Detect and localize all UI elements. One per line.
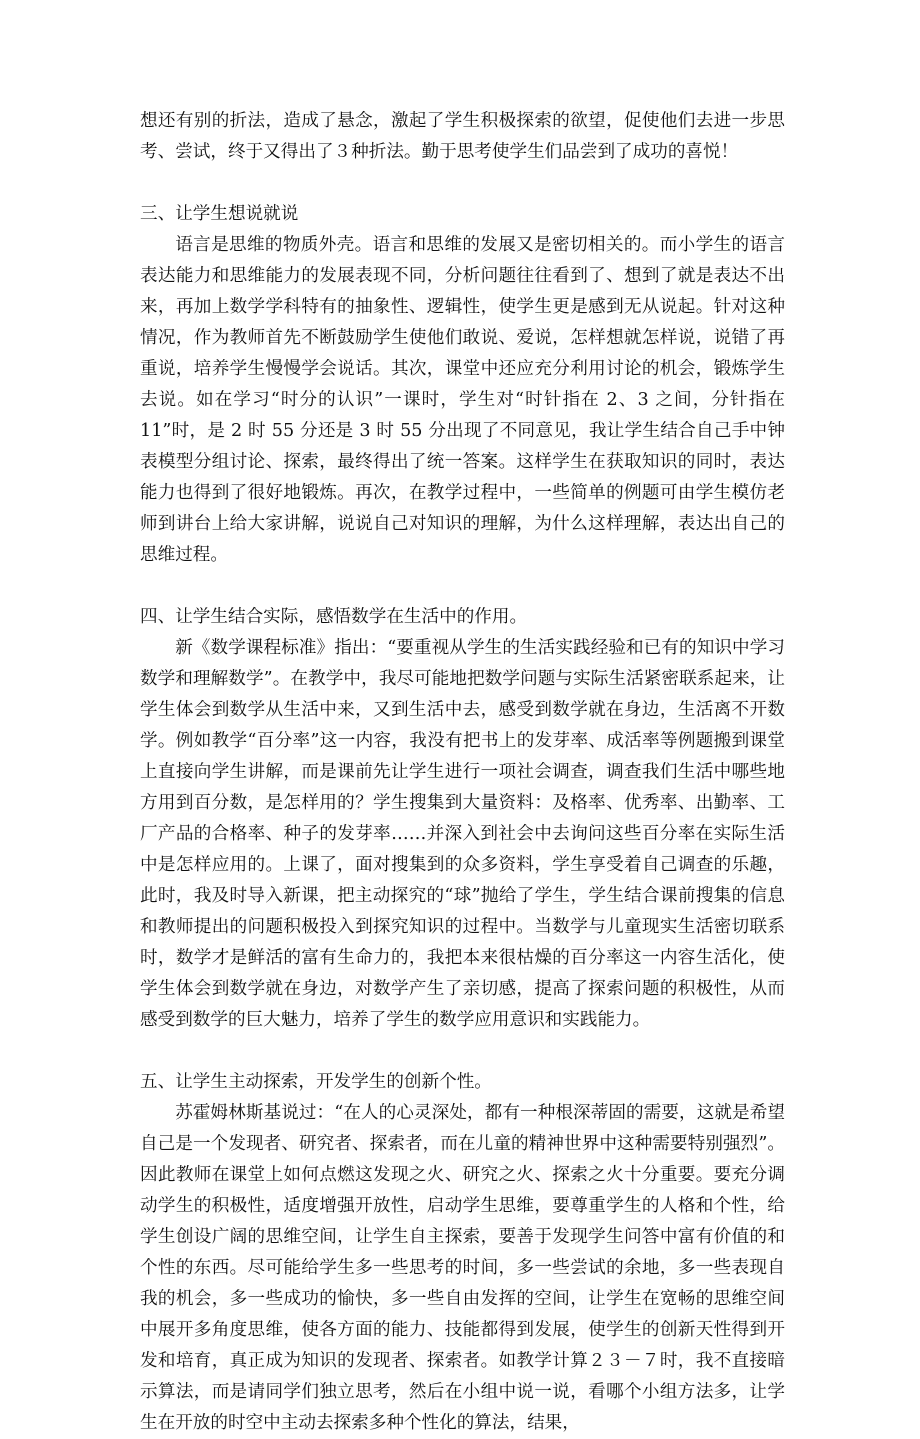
body-paragraph: 想还有别的折法，造成了悬念，激起了学生积极探索的欲望，促使他们去进一步思考、尝试，终于又得出了３种折法。勤于思考使学生们品尝到了成功的喜悦！ [140,111,785,162]
body-paragraph: 苏霍姆林斯基说过：“在人的心灵深处，都有一种根深蒂固的需要，这就是希望自己是一个发现者、研究者、探索者，而在儿童的精神世界中这种需要特别强烈”。因此教师在课堂上如何点燃这发现之火、研究之火、探索之火十分重要。要充分调动学生的积极性，适度增强开放性，启动学生思维，要尊重学生的人格和个性，给学生创设广阔的思维空间，让学生自主探索，要善于发现学生问答中富有价值的和个性的东西。尽可能给学生多一些思考的时间，多一些尝试的余地，多一些表现自我的机会，多一些成功的愉快，多一些自由发挥的空间，让学生在宽畅的思维空间中展开多角度思维，使各方面的能力、技能都得到发展，使学生的创新天性得到开发和培育，真正成为知识的发现者、探索者。如教学计算２３－７时，我不直接暗示算法，而是请同学们独立思考，然后在小组中说一说，看哪个小组方法多，让学生在开放的时空中主动去探索多种个性化的算法，结果， [140,1103,785,1433]
body-paragraph: 语言是思维的物质外壳。语言和思维的发展又是密切相关的。而小学生的语言表达能力和思维能力的发展表现不同，分析问题往往看到了、想到了就是表达不出来，再加上数学学科特有的抽象性、逻辑性，使学生更是感到无从说起。针对这种情况，作为教师首先不断鼓励学生使他们敢说、爱说，怎样想就怎样说，说错了再重说，培养学生慢慢学会说话。其次，课堂中还应充分利用讨论的机会，锻炼学生去说。如在学习“时分的认识”一课时，学生对“时针指在 2、3 之间，分针指在 11”时，是 2 时 55 分还是 3 时 55 分出现了不同意见，我让学生结合自己手中钟表模型分组讨论、探索，最终得出了统一答案。这样学生在获取知识的同时，表达能力也得到了很好地锻炼。再次，在教学过程中，一些简单的例题可由学生模仿老师到讲台上给大家讲解，说说自己对知识的理解，为什么这样理解，表达出自己的思维过程。 [140,235,785,565]
body-paragraph: 新《数学课程标准》指出：“要重视从学生的生活实践经验和已有的知识中学习数学和理解数学”。在教学中，我尽可能地把数学问题与实际生活紧密联系起来，让学生体会到数学从生活中来，又到生活中去，感受到数学就在身边，生活离不开数学。例如教学“百分率”这一内容，我没有把书上的发芽率、成活率等例题搬到课堂上直接向学生讲解，而是课前先让学生进行一项社会调查，调查我们生活中哪些地方用到百分数，是怎样用的？学生搜集到大量资料：及格率、优秀率、出勤率、工厂产品的合格率、种子的发芽率……并深入到社会中去询问这些百分率在实际生活中是怎样应用的。上课了，面对搜集到的众多资料，学生享受着自己调查的乐趣，此时，我及时导入新课，把主动探究的“球”抛给了学生，学生结合课前搜集的信息和教师提出的问题积极投入到探究知识的过程中。当数学与儿童现实生活密切联系时，数学才是鲜活的富有生命力的，我把本来很枯燥的百分率这一内容生活化，使学生体会到数学就在身边，对数学产生了亲切感，提高了探索问题的积极性，从而感受到数学的巨大魅力，培养了学生的数学应用意识和实践能力。 [140,638,785,1030]
section-heading: 四、让学生结合实际，感悟数学在生活中的作用。 [140,607,528,627]
document-page [140,106,785,1439]
section-heading: 三、让学生想说就说 [140,204,299,224]
section-heading: 五、让学生主动探索，开发学生的创新个性。 [140,1072,492,1092]
